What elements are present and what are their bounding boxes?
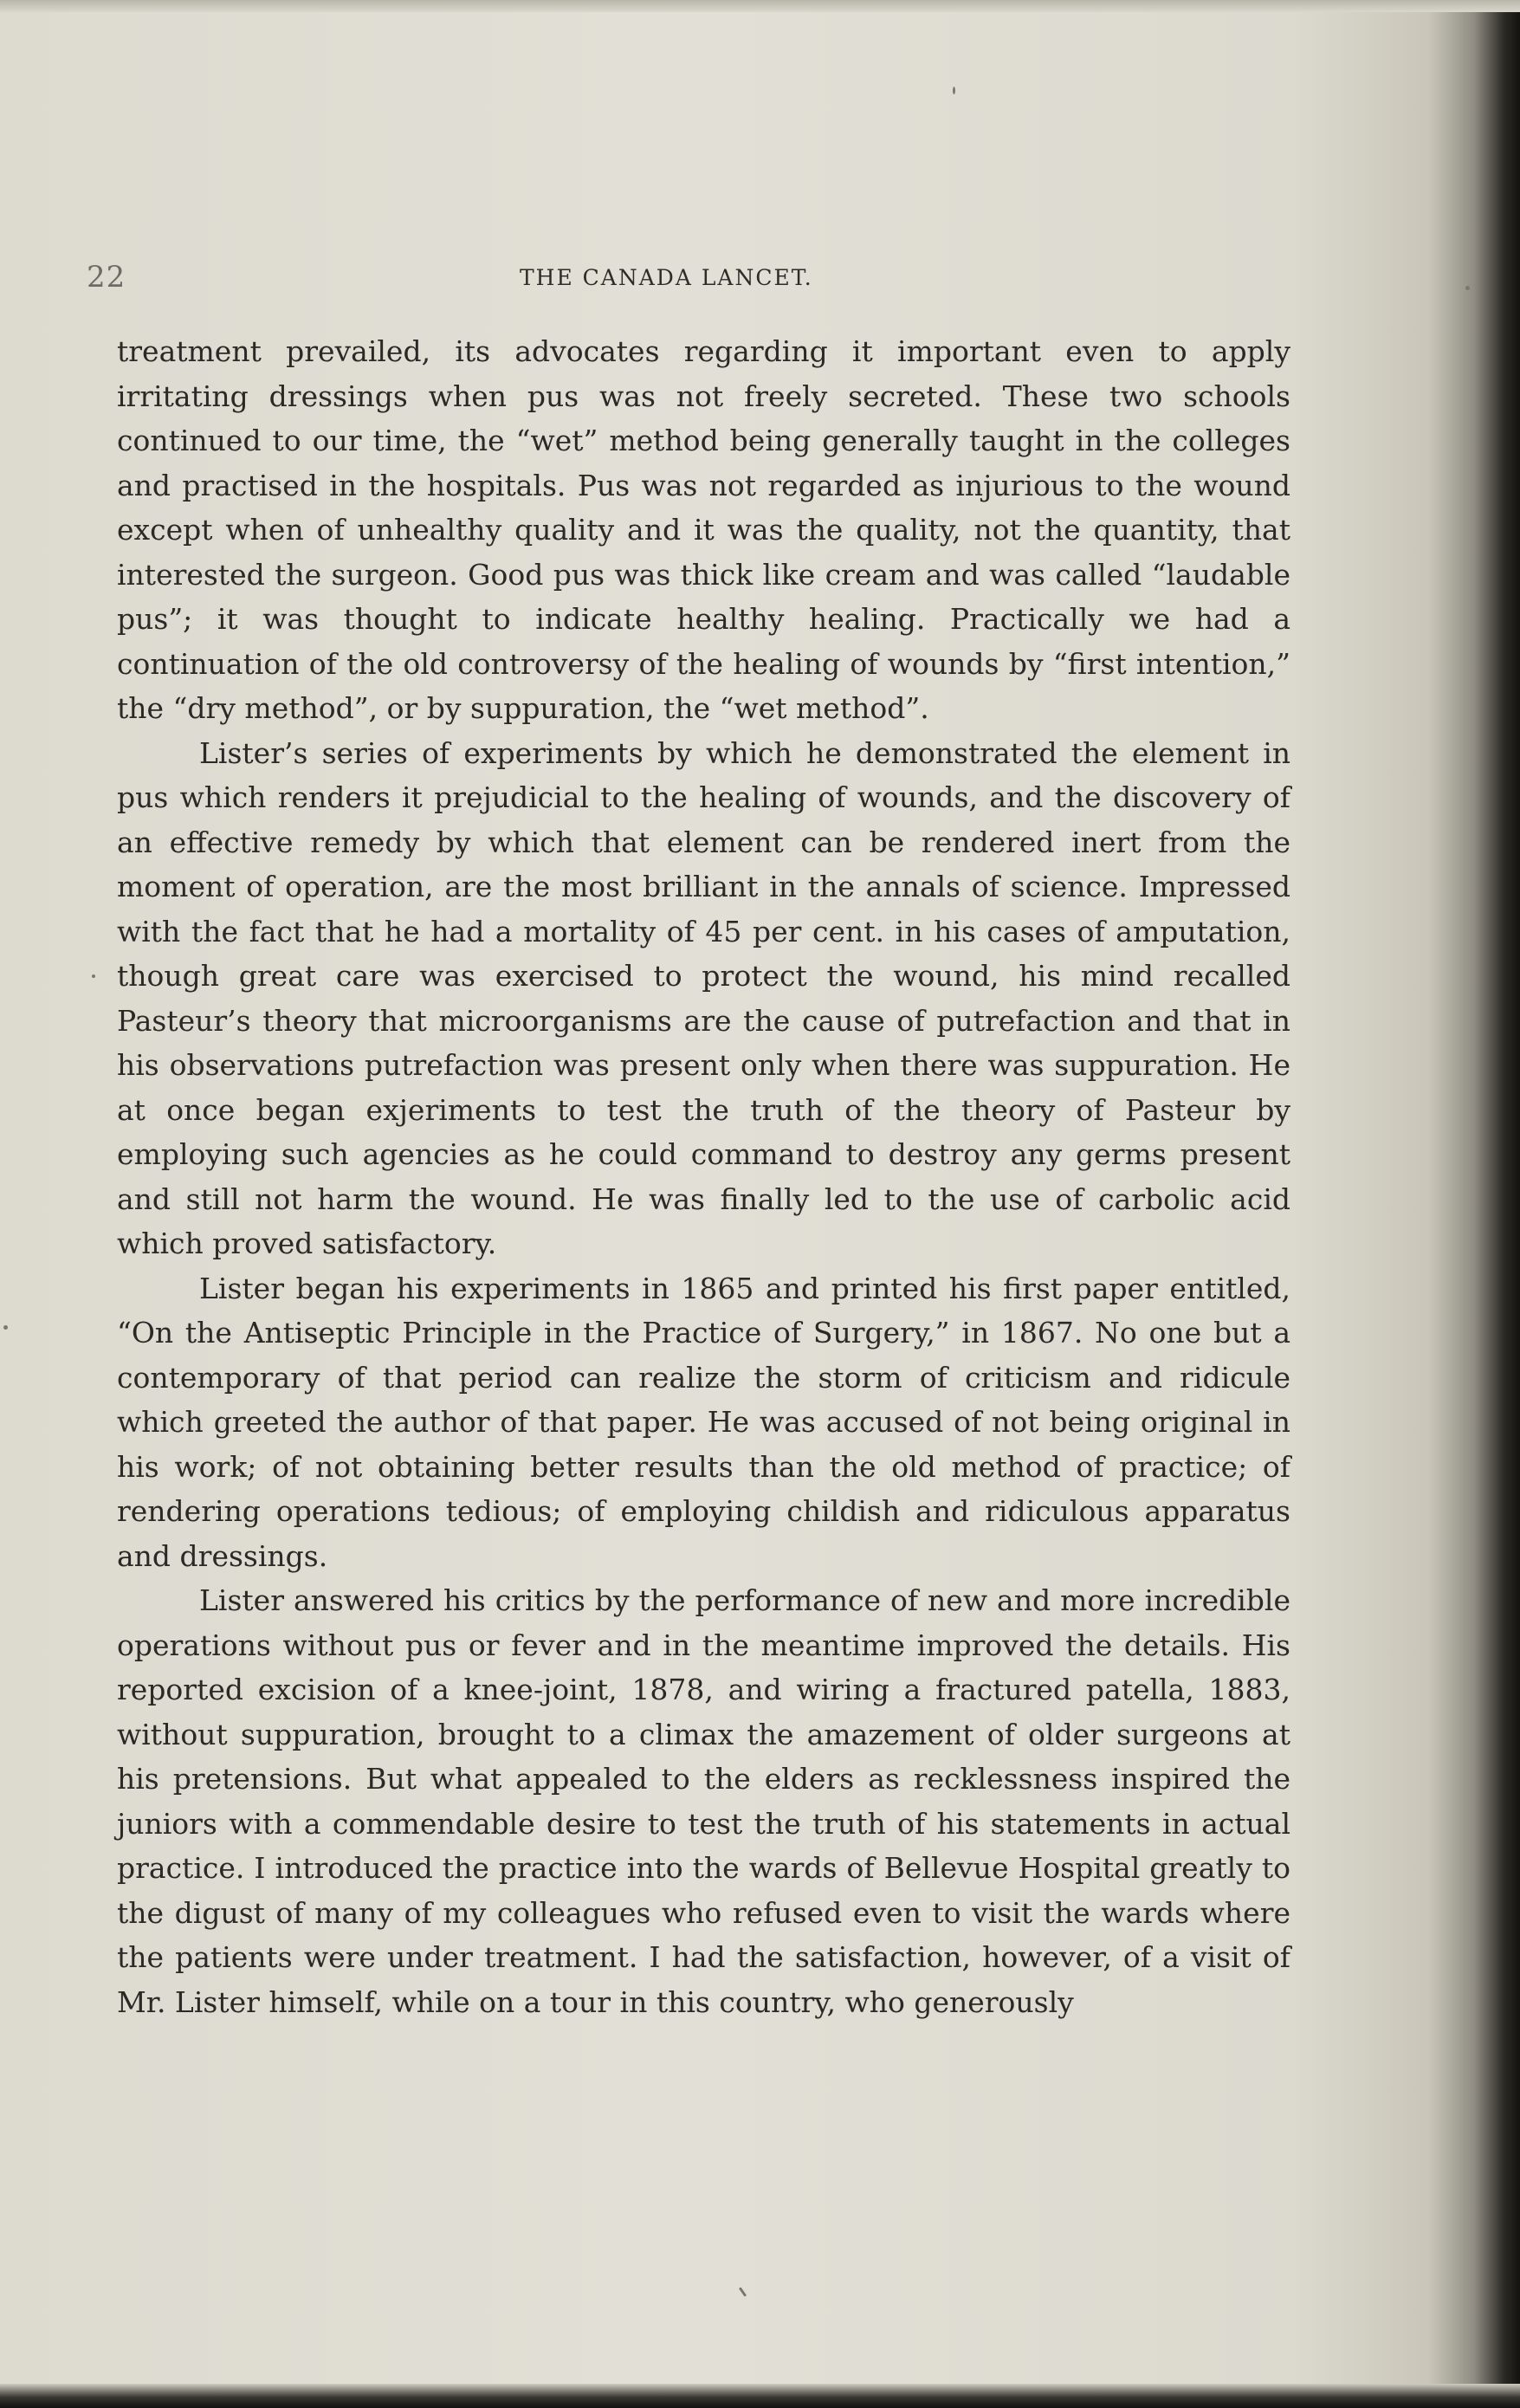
- page-header: [87, 260, 1299, 295]
- paragraph-2: Lister’s series of experiments by which he demonstrated the element in pus which renders it prejudicial to the healing of wounds, and the discovery of an effective remedy by which that element can be rendered inert from the moment of operation, are the most brilliant in the annals of science. Impressed with the fact that he had a mortality of 45 per cent. in his cases of amputation, though great care was exercised to protect the wound, his mind recalled Pasteur’s theory that microorganisms are the cause of putrefaction and that in his observations putrefaction was present only when there was suppuration. He at once began exjeriments to test the truth of the theory of Pasteur by employing such agencies as he could command to destroy any germs present and still not harm the wound. He was finally led to the use of carbolic acid which proved satisfactory.: [117, 735, 1290, 1260]
- paragraph-3: Lister began his experiments in 1865 and printed his first paper entitled, “On the Antiseptic Principle in the Practice of Surgery,” in 1867. No one but a contemporary of that period can realize the storm of criticism and ridicule which greeted the author of that paper. He was accused of not being original in his work; of not obtaining better results than the old method of practice; of rendering operations tedious; of employing childish and ridiculous apparatus and dressings.: [117, 1271, 1290, 1573]
- page-top-edge: [0, 0, 1520, 12]
- paper-speck: [92, 974, 95, 978]
- page-bottom-edge: [0, 2384, 1520, 2408]
- body-text: [117, 329, 1290, 2024]
- paragraph-1: treatment prevailed, its advocates regarding it important even to apply irritating dressings when pus was not freely secreted. These two schools continued to our time, the “wet” method being generally taught in the colleges and practised in the hospitals. Pus was not regarded as injurious to the wound except when of unhealthy quality and it was the quality, not the quantity, that interested the surgeon. Good pus was thick like cream and was called “laudable pus”; it was thought to indicate healthy healing. Practically we had a continuation of the old controversy of the healing of wounds by “first intention,” the “dry method”, or by suppuration, the “wet method”.: [117, 334, 1290, 725]
- paper-speck: [3, 1325, 8, 1330]
- page-number: 22: [87, 260, 126, 295]
- running-title: THE CANADA LANCET.: [520, 265, 813, 290]
- paper-speck: [1465, 286, 1470, 290]
- paper-speck: [953, 87, 955, 94]
- paragraph-4: Lister answered his critics by the performance of new and more incredible operations without pus or fever and in the meantime improved the details. His reported excision of a knee-joint, 1878, and wiring a fractured patella, 1883, without suppuration, brought to a climax the amazement of older surgeons at his pretensions. But what appealed to the elders as recklessness inspired the juniors with a commendable desire to test the truth of his statements in actual practice. I introduced the practice into the wards of Bellevue Hospital greatly to the digust of many of my colleagues who refused even to visit the wards where the patients were under treatment. I had the satisfaction, however, of a visit of Mr. Lister himself, while on a tour in this country, who generously: [117, 1583, 1290, 2019]
- paper-speck: [739, 2287, 747, 2297]
